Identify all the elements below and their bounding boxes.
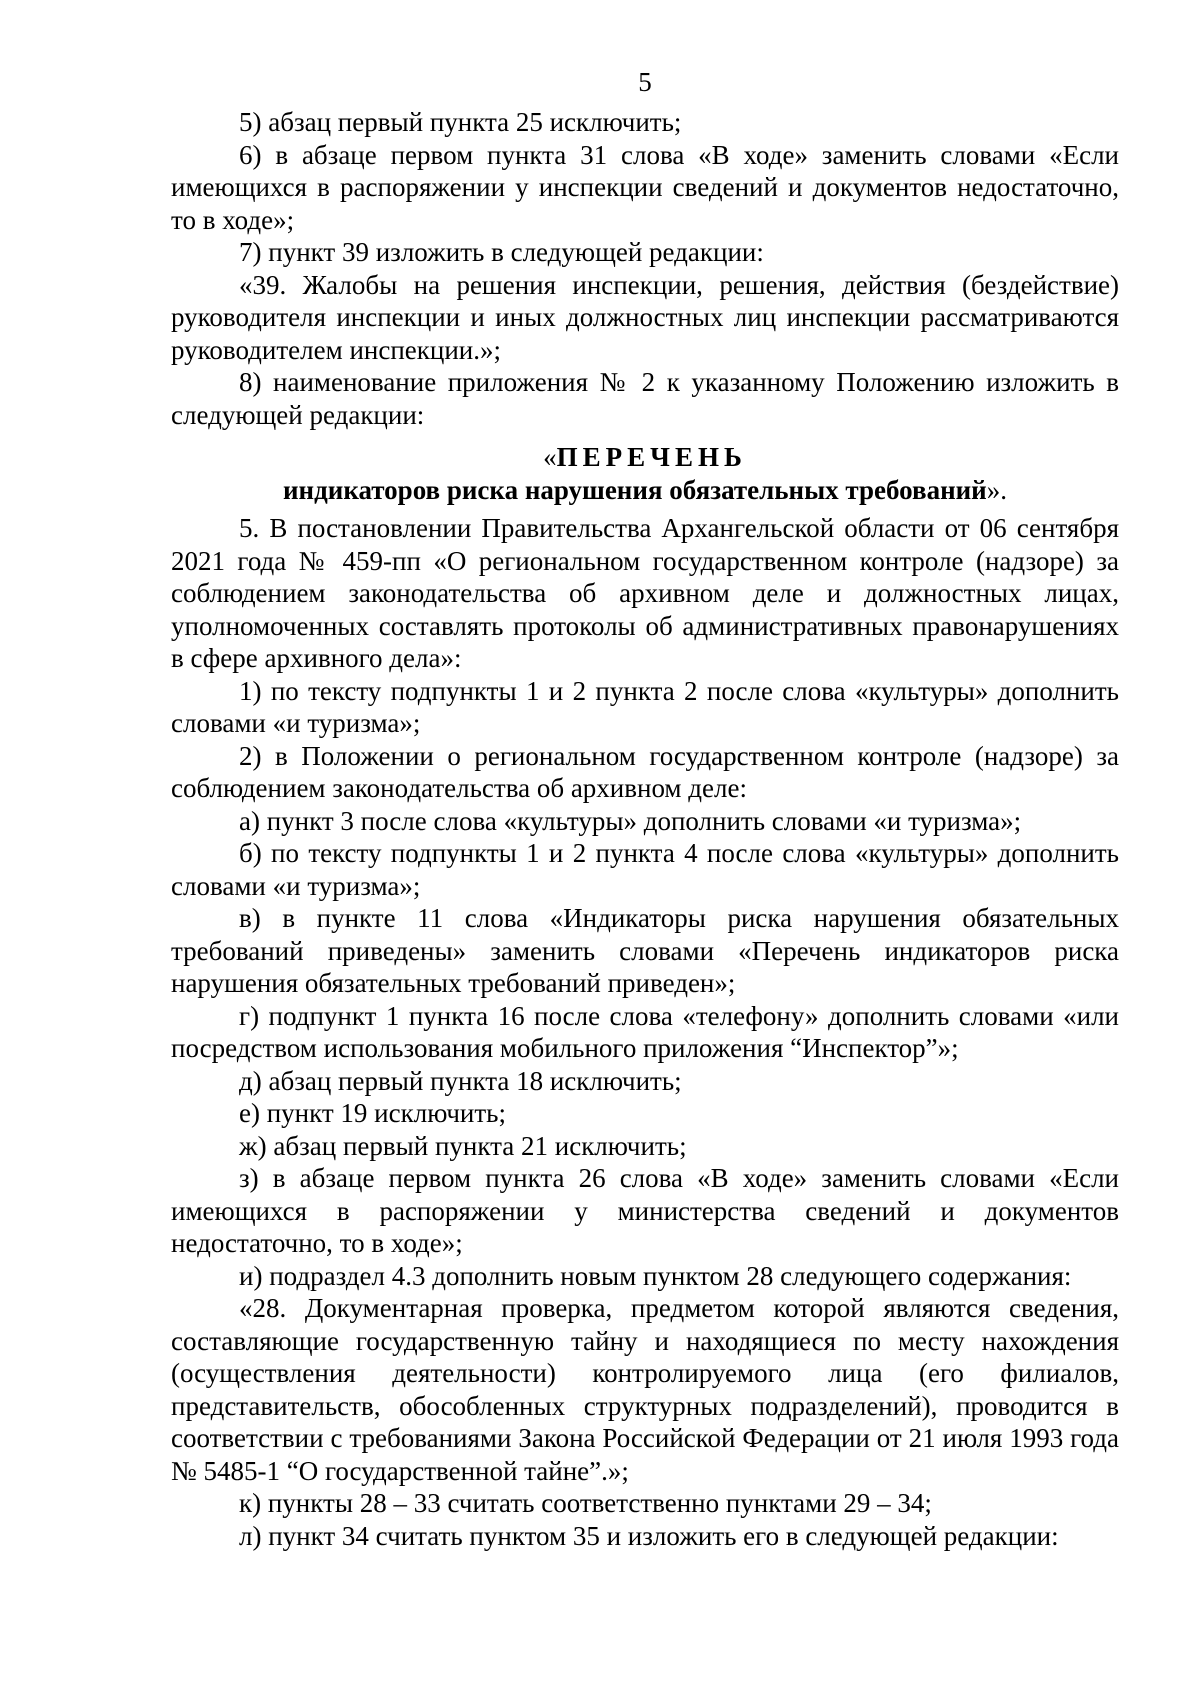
subitem-k: к) пункты 28 – 33 считать соответственно пунктами 29 – 34; (239, 1488, 932, 1518)
subitem-v: в) в пункте 11 слова «Индикаторы риска нарушения обязательных требований приведены» заменить словами «Перечень индикаторов риска нарушения обязательных требований приведен»; (171, 903, 1119, 998)
heading-close: ». (986, 474, 1007, 505)
subitem-l: л) пункт 34 считать пунктом 35 и изложить его в следующей редакции: (239, 1520, 1059, 1551)
paragraph-item-6: 6) в абзаце первом пункта 31 слова «В ходе» заменить словами «Если имеющихся в распоряжении у инспекции сведений и документов недостаточно, то в ходе»; (171, 139, 1119, 235)
heading-subtitle: индикаторов риска нарушения обязательных требований (283, 474, 987, 505)
subitem-g: г) подпункт 1 пункта 16 после слова «телефону» дополнить словами «или посредством использования мобильного приложения “Инспектор”»; (171, 1000, 1119, 1063)
heading-title-line (171, 441, 1119, 474)
paragraph-item-5: 5) абзац первый пункта 25 исключить; (239, 107, 682, 137)
paragraph-item-8: 8) наименование приложения № 2 к указанному Положению изложить в следующей редакции: (171, 367, 1119, 430)
quoted-point-39: «39. Жалобы на решения инспекции, решения, действия (бездействие) руководителя инспекции и иных должностных лиц инспекции рассматриваются руководителем инспекции.»; (171, 269, 1119, 365)
subitem-d: д) абзац первый пункта 18 исключить; (239, 1065, 682, 1096)
subitem-e: е) пункт 19 исключить; (239, 1098, 506, 1128)
subitem-zh: ж) абзац первый пункта 21 исключить; (239, 1130, 687, 1161)
heading-subtitle-line (171, 474, 1119, 507)
document-page (171, 66, 1119, 1552)
subitem-z: з) в абзаце первом пункта 26 слова «В ходе» заменить словами «Если имеющихся в распоряжении у министерства сведений и документов недостаточно, то в ходе»; (171, 1163, 1119, 1258)
heading-title: ПЕРЕЧЕНЬ (556, 442, 747, 472)
paragraph-item-2: 2) в Положении о региональном государственном контроле (надзоре) за соблюдением законодательства об архивном деле: (171, 740, 1119, 803)
heading-open-quote: « (543, 442, 557, 472)
paragraph-item-1: 1) по тексту подпункты 1 и 2 пункта 2 после слова «культуры» дополнить словами «и туризма»; (171, 675, 1119, 738)
subitem-b: б) по тексту подпункты 1 и 2 пункта 4 после слова «культуры» дополнить словами «и туризма»; (171, 838, 1119, 901)
page-number: 5 (638, 67, 652, 97)
paragraph-item-7: 7) пункт 39 изложить в следующей редакции: (239, 237, 764, 267)
appendix-heading (171, 441, 1119, 506)
subitem-i: и) подраздел 4.3 дополнить новым пунктом 28 следующего содержания: (239, 1260, 1072, 1291)
quoted-point-28: «28. Документарная проверка, предметом которой являются сведения, составляющие государственную тайну и находящиеся по месту нахождения (осуществления деятельности) контролируемого лица (его филиалов, представительств, обособленных структурных подразделений), проводится в соответствии с требованиями Закона Российской Федерации от 21 июля 1993 года № 5485-1 “О государственной тайне”.»; (171, 1293, 1119, 1486)
subitem-a: а) пункт 3 после слова «культуры» дополнить словами «и туризма»; (239, 805, 1022, 836)
paragraph-section-5: 5. В постановлении Правительства Архангельской области от 06 сентября 2021 года № 459-пп «О региональном государственном контроле (надзоре) за соблюдением законодательства об архивном деле и должностных лицах, уполномоченных составлять протоколы об административных правонарушениях в сфере архивного дела»: (171, 513, 1119, 673)
